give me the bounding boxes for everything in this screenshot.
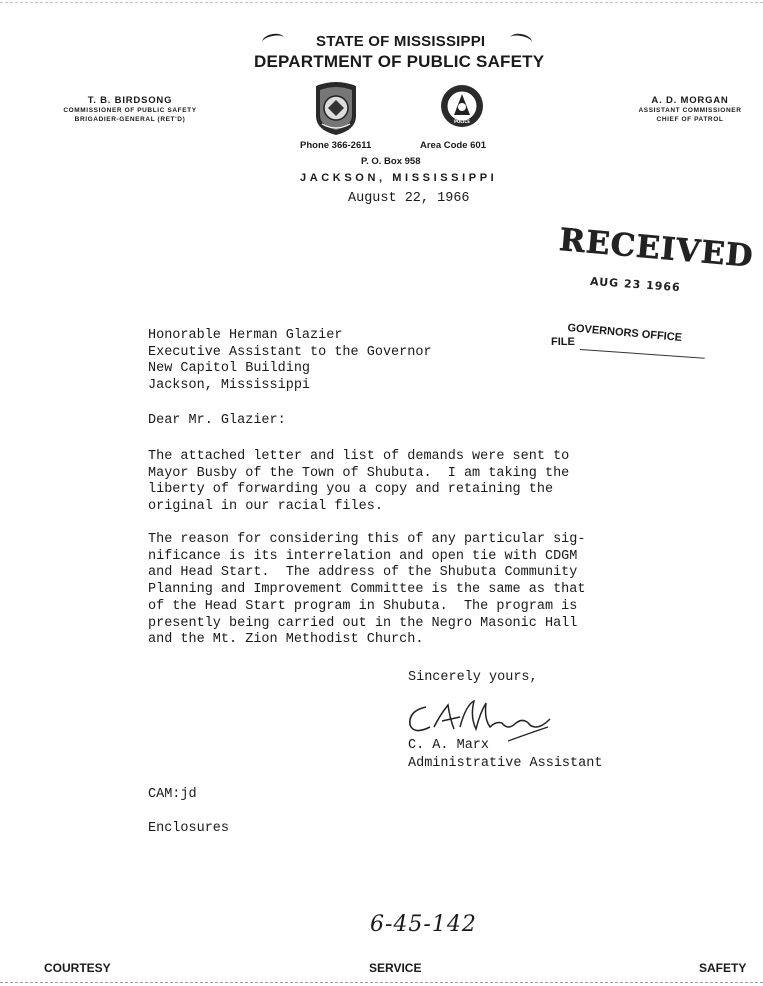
- paragraph-line: Mayor Busby of the Town of Shubuta. I am taking the: [148, 465, 570, 481]
- paragraph-line: and the Mt. Zion Methodist Church.: [148, 632, 424, 648]
- recipient-line: New Capitol Building: [148, 361, 311, 377]
- right-arc-ornament: [509, 32, 533, 48]
- po-box: P. O. Box 958: [361, 156, 421, 167]
- left-official-name: T. B. BIRDSONG: [87, 95, 173, 106]
- recipient-line: Executive Assistant to the Governor: [148, 344, 432, 360]
- recipient-line: Jackson, Mississippi: [148, 378, 311, 394]
- enclosures: Enclosures: [148, 821, 230, 836]
- signer-title: Administrative Assistant: [408, 756, 603, 771]
- left-official-title: COMMISSIONER OF PUBLIC SAFETY: [63, 107, 197, 114]
- signature-icon: [404, 697, 554, 743]
- file-line: [580, 349, 705, 359]
- phone-number: Phone 366-2611: [300, 140, 372, 151]
- signer-name: C. A. Marx: [408, 738, 490, 753]
- footer-service: SERVICE: [369, 961, 422, 975]
- left-arc-ornament: [261, 32, 285, 48]
- paragraph-line: presently being carried out in the Negro Masonic Hall: [148, 615, 578, 631]
- city-line: JACKSON, MISSISSIPPI: [300, 172, 498, 184]
- paragraph-line: and Head Start. The address of the Shubuta Community: [148, 565, 578, 581]
- body-paragraph-1: [148, 449, 569, 516]
- reference-initials: CAM:jd: [148, 787, 197, 802]
- state-seal-icon: [310, 80, 362, 136]
- top-border: [0, 2, 763, 3]
- governors-office-stamp: GOVERNORS OFFICE: [566, 322, 683, 344]
- badge-label: POLICE: [453, 119, 471, 124]
- left-official-rank: BRIGADIER-GENERAL (RET'D): [74, 116, 186, 123]
- footer-courtesy: COURTESY: [44, 961, 111, 975]
- letter-date: August 22, 1966: [348, 191, 470, 206]
- right-official-title: ASSISTANT COMMISSIONER: [638, 107, 742, 114]
- paragraph-line: nificance is its interrelation and open tie with CDGM: [148, 548, 578, 564]
- department-heading: DEPARTMENT OF PUBLIC SAFETY: [254, 52, 545, 71]
- closing: Sincerely yours,: [408, 670, 538, 685]
- paragraph-line: Planning and Improvement Committee is the same as that: [148, 582, 586, 598]
- salutation: Dear Mr. Glazier:: [148, 413, 286, 428]
- right-official-block: [620, 95, 760, 124]
- footer-safety: SAFETY: [699, 961, 747, 975]
- state-heading: STATE OF MISSISSIPPI: [316, 33, 486, 50]
- handwritten-file-number: 6-45-142: [370, 912, 477, 937]
- paragraph-line: The reason for considering this of any particular sig-: [148, 532, 586, 547]
- received-stamp: RECEIVED: [557, 222, 756, 275]
- right-official-name: A. D. MORGAN: [651, 95, 729, 106]
- received-stamp-date: AUG 23 1966: [589, 274, 682, 295]
- left-official-block: [50, 95, 210, 124]
- paragraph-line: liberty of forwarding you a copy and retaining the: [148, 482, 554, 498]
- bottom-border: [0, 982, 763, 983]
- recipient-address: [148, 328, 432, 395]
- police-badge-icon: [439, 82, 485, 130]
- paragraph-line: The attached letter and list of demands were sent to: [148, 449, 570, 464]
- file-label: FILE: [551, 336, 575, 348]
- recipient-line: Honorable Herman Glazier: [148, 328, 343, 343]
- right-official-position: CHIEF OF PATROL: [656, 116, 724, 123]
- body-paragraph-2: [148, 532, 585, 649]
- area-code: Area Code 601: [420, 140, 487, 151]
- paragraph-line: of the Head Start program in Shubuta. The program is: [148, 598, 578, 614]
- paragraph-line: original in our racial files.: [148, 499, 383, 515]
